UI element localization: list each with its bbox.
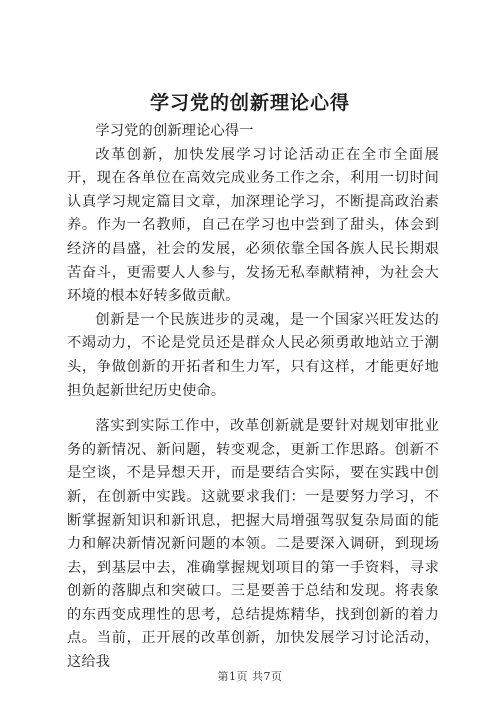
paragraph-2: 创新是一个民族进步的灵魂，是一个国家兴旺发达的不竭动力，不论是党员还是群众人民必须勇敢地站立于潮头，争做创新的开拓者和生力军，只有这样，才能更好地担负起新世纪历史使命。 [67, 311, 439, 399]
paragraph-1: 改革创新，加快发展学习讨论活动正在全市全面展开，现在各单位在高效完成业务工作之余，利用一切时间认真学习规定篇目文章，加深理论学习，不断提高政治素养。作为一名教师，自己在学习也中尝到了甜头，体会到经济的昌盛，社会的发展，必须依靠全国各族人民长期艰苦奋斗，更需要人人参与，发扬无私奉献精神，为社会大环境的根本好转多做贡献。 [67, 146, 439, 305]
paragraph-3: 落实到实际工作中，改革创新就是要针对规划审批业务的新情况、新问题，转变观念，更新工作思路。创新不是空谈，不是异想天开，而是要结合实际，要在实践中创新，在创新中实践。这就要求我们：一是要努力学习，不断掌握新知识和新讯息，把握大局增强驾驭复杂局面的能力和解决新情况新问题的本领。二是要深入调研，到现场去，到基层中去，准确掌握规划项目的第一手资料，寻求创新的落脚点和突破口。三是要善于总结和发现。将表象的东西变成理性的思考，总结提炼精华，找到创新的着力点。当前，正开展的改革创新，加快发展学习讨论活动，这给我 [67, 418, 439, 671]
document-title: 学习党的创新理论心得 [149, 92, 350, 114]
section-heading: 学习党的创新理论心得一 [95, 123, 254, 139]
document-body [67, 120, 439, 675]
page-footer: 第1页 共7页 [217, 670, 283, 683]
